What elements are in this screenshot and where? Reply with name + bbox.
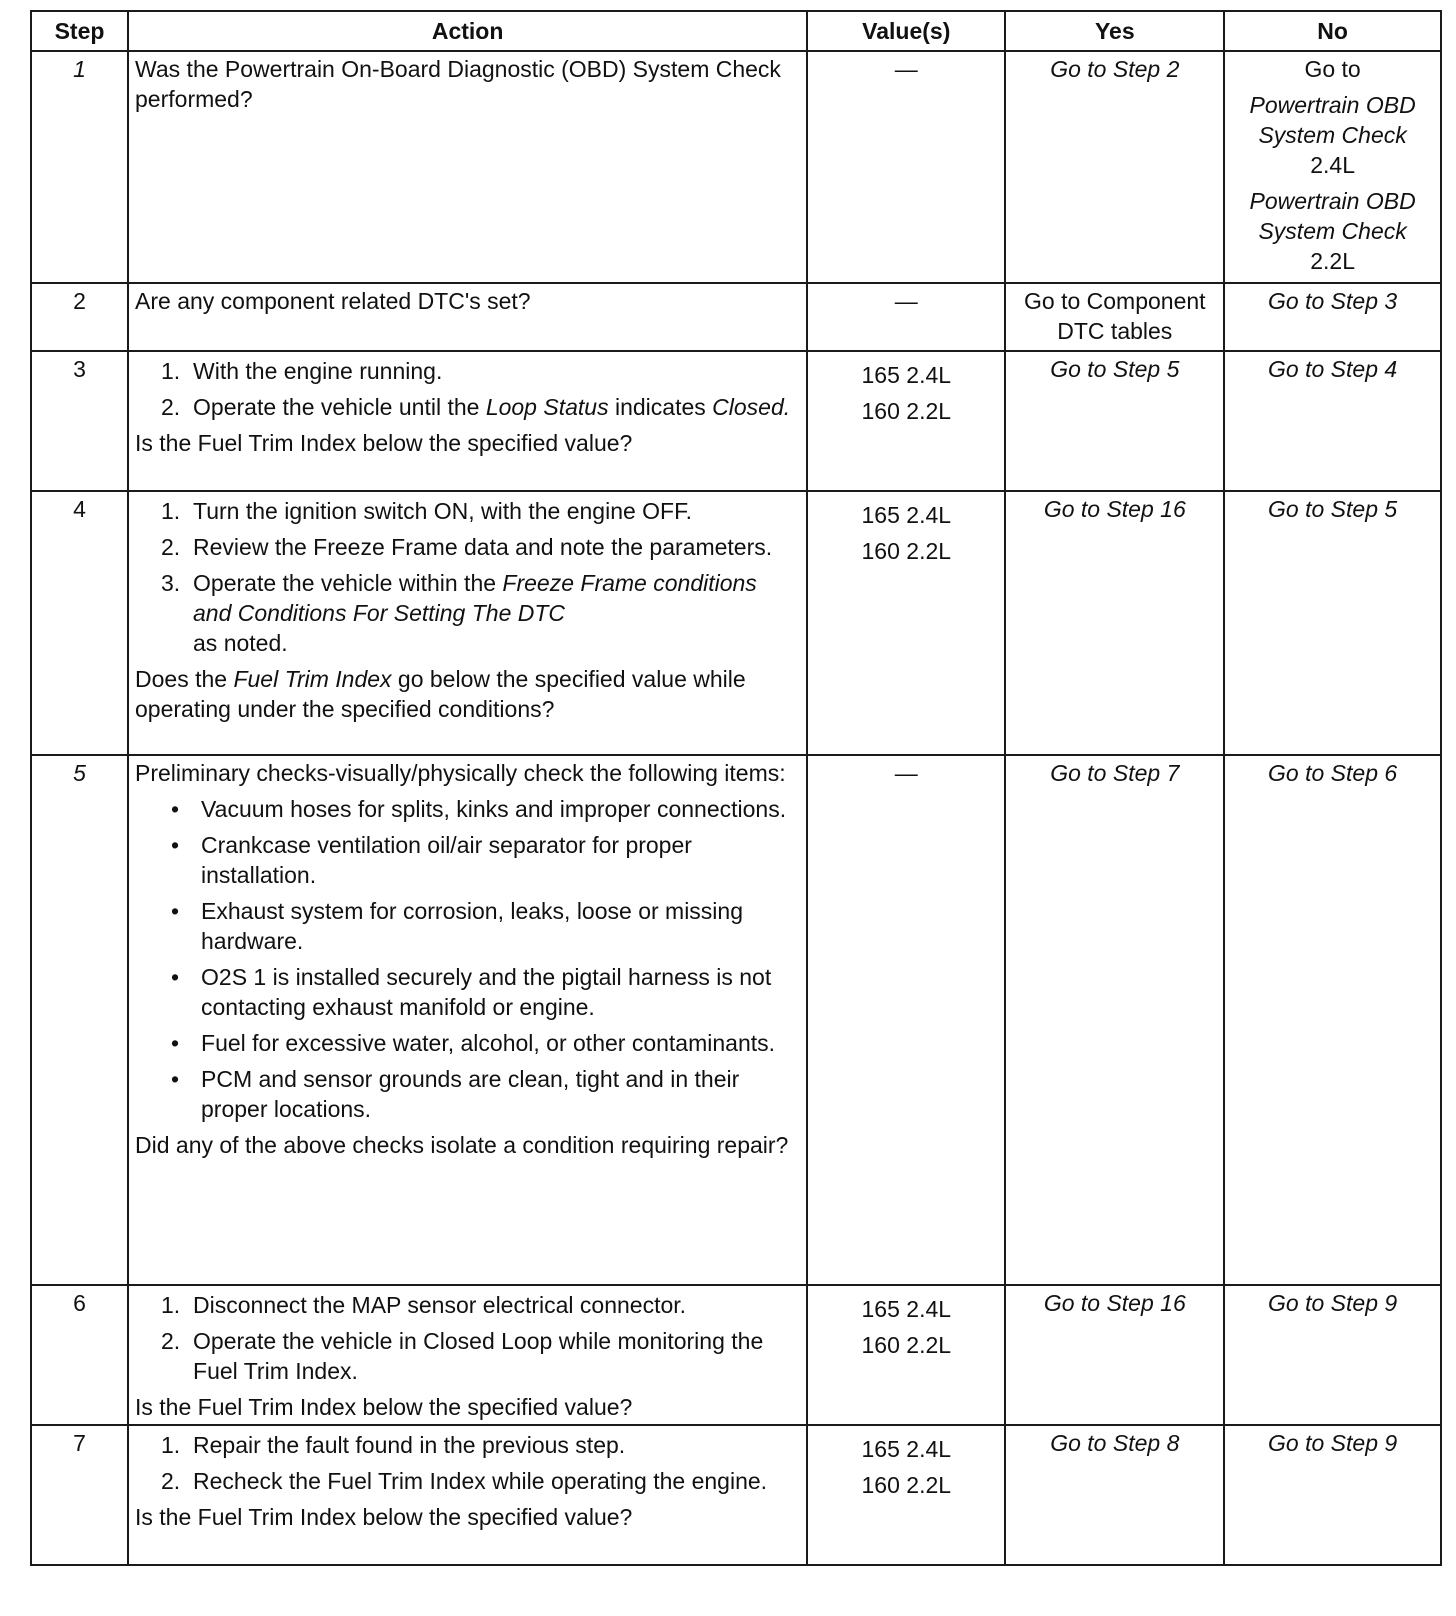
- numbered-list: [135, 356, 800, 422]
- item-text: Turn the ignition switch ON, with the engine OFF.: [193, 498, 692, 524]
- step-number: 3: [31, 351, 128, 491]
- item-text: PCM and sensor grounds are clean, tight and in their proper locations.: [201, 1066, 740, 1122]
- no-cell: Go to Step 9: [1224, 1425, 1441, 1565]
- yes-cell: Go to Step 16: [1005, 1285, 1224, 1425]
- no-cell: Go to Step 9: [1224, 1285, 1441, 1425]
- item-text: Exhaust system for corrosion, leaks, loose or missing hardware.: [201, 898, 743, 954]
- item-text: O2S 1 is installed securely and the pigtail harness is not contacting exhaust manifold or engine.: [201, 964, 772, 1020]
- value-line: 165 2.4L: [861, 362, 952, 388]
- list-item: [161, 568, 800, 658]
- yes-cell: Go to Step 7: [1005, 755, 1224, 1285]
- no-goto: Go to: [1304, 56, 1361, 82]
- numbered-list: [135, 496, 800, 658]
- value-dash: —: [894, 288, 918, 314]
- value-line: 165 2.4L: [861, 1436, 952, 1462]
- table-row: [31, 491, 1441, 755]
- value-cell: [807, 1285, 1005, 1425]
- item-number: 2.: [161, 394, 181, 420]
- header-step: Step: [31, 11, 128, 51]
- item-number: 1.: [161, 498, 181, 524]
- item-text: Crankcase ventilation oil/air separator for proper installation.: [201, 832, 692, 888]
- header-no: No: [1224, 11, 1441, 51]
- table-row: [31, 755, 1441, 1285]
- yes-cell: Go to Step 2: [1005, 51, 1224, 283]
- no-cell: Go to Step 6: [1224, 755, 1441, 1285]
- value-dash: —: [894, 760, 918, 786]
- header-yes: Yes: [1005, 11, 1224, 51]
- value-line: 160 2.2L: [861, 1472, 952, 1498]
- list-item: • Fuel for excessive water, alcohol, or other contaminants.: [171, 1030, 776, 1056]
- value-line: 160 2.2L: [861, 398, 952, 424]
- action-cell: [128, 755, 807, 1285]
- step-number: 4: [31, 491, 128, 755]
- list-item: • Vacuum hoses for splits, kinks and improper connections.: [171, 796, 787, 822]
- list-item: [161, 1290, 800, 1320]
- list-item: • Exhaust system for corrosion, leaks, loose or missing hardware.: [171, 896, 800, 956]
- action-cell: [128, 351, 807, 491]
- list-item: [161, 532, 800, 562]
- action-cell: [128, 1285, 807, 1425]
- list-item: • O2S 1 is installed securely and the pigtail harness is not contacting exhaust manifold or engine.: [171, 962, 800, 1022]
- table-row: [31, 283, 1441, 351]
- item-text: Review the Freeze Frame data and note the parameters.: [193, 534, 773, 560]
- step-number: 7: [31, 1425, 128, 1565]
- yes-cell: Go to Step 5: [1005, 351, 1224, 491]
- item-text: Repair the fault found in the previous step.: [193, 1432, 626, 1458]
- no-cell: Go to Step 5: [1224, 491, 1441, 755]
- item-number: 1.: [161, 1292, 181, 1318]
- value-cell: [807, 51, 1005, 283]
- bullet-list: [135, 794, 800, 1124]
- item-text: Operate the vehicle within the Freeze Frame conditions and Conditions For Setting The DTC as noted.: [193, 570, 757, 656]
- list-item: [161, 392, 800, 422]
- value-cell: [807, 351, 1005, 491]
- list-item: [161, 1430, 800, 1460]
- action-question: Are any component related DTC's set?: [135, 288, 531, 314]
- yes-cell: Go to Component DTC tables: [1005, 283, 1224, 351]
- item-number: 2.: [161, 534, 181, 560]
- no-engine-2: 2.2L: [1310, 248, 1355, 274]
- no-link-powertrain-obd-1[interactable]: Powertrain OBD System Check: [1249, 92, 1416, 148]
- list-item: • Crankcase ventilation oil/air separator for proper installation.: [171, 830, 800, 890]
- numbered-list: [135, 1430, 800, 1496]
- value-cell: [807, 283, 1005, 351]
- value-cell: [807, 1425, 1005, 1565]
- item-text: Recheck the Fuel Trim Index while operating the engine.: [193, 1468, 768, 1494]
- table-row: [31, 51, 1441, 283]
- step-number: 1: [31, 51, 128, 283]
- diagnostic-table: [30, 10, 1442, 1566]
- yes-cell: Go to Step 8: [1005, 1425, 1224, 1565]
- header-action: Action: [128, 11, 807, 51]
- step-number: 6: [31, 1285, 128, 1425]
- item-number: 1.: [161, 1432, 181, 1458]
- action-question: Is the Fuel Trim Index below the specified value?: [135, 430, 633, 456]
- table-row: [31, 1425, 1441, 1565]
- value-cell: [807, 755, 1005, 1285]
- action-cell: [128, 491, 807, 755]
- value-dash: —: [894, 56, 918, 82]
- table-row: [31, 1285, 1441, 1425]
- item-text: Fuel for excessive water, alcohol, or other contaminants.: [201, 1030, 776, 1056]
- action-question: Was the Powertrain On-Board Diagnostic (OBD) System Check performed?: [135, 56, 781, 112]
- list-item: [161, 1326, 800, 1386]
- value-line: 160 2.2L: [861, 538, 952, 564]
- header-values: Value(s): [807, 11, 1005, 51]
- item-number: 3.: [161, 570, 181, 596]
- numbered-list: [135, 1290, 800, 1386]
- action-cell: [128, 1425, 807, 1565]
- item-text: Operate the vehicle in Closed Loop while monitoring the Fuel Trim Index.: [193, 1328, 764, 1384]
- no-engine-1: 2.4L: [1310, 152, 1355, 178]
- list-item: • PCM and sensor grounds are clean, tight and in their proper locations.: [171, 1064, 800, 1124]
- item-number: 2.: [161, 1468, 181, 1494]
- no-link-powertrain-obd-2[interactable]: Powertrain OBD System Check: [1249, 188, 1416, 244]
- action-intro: Preliminary checks-visually/physically check the following items:: [135, 760, 786, 786]
- value-cell: [807, 491, 1005, 755]
- yes-cell: Go to Step 16: [1005, 491, 1224, 755]
- step-number: 5: [31, 755, 128, 1285]
- item-text: Vacuum hoses for splits, kinks and improper connections.: [201, 796, 787, 822]
- action-cell: [128, 51, 807, 283]
- list-item: [161, 496, 800, 526]
- step-number: 2: [31, 283, 128, 351]
- item-text: Disconnect the MAP sensor electrical connector.: [193, 1292, 687, 1318]
- list-item: [161, 356, 800, 386]
- item-text: With the engine running.: [193, 358, 443, 384]
- item-text: Operate the vehicle until the Loop Status indicates Closed.: [193, 394, 791, 420]
- action-question: Does the Fuel Trim Index go below the specified value while operating under the specified conditions?: [135, 666, 746, 722]
- action-cell: [128, 283, 807, 351]
- no-cell: Go to Step 3: [1224, 283, 1441, 351]
- value-line: 160 2.2L: [861, 1332, 952, 1358]
- no-cell: Go to Step 4: [1224, 351, 1441, 491]
- item-number: 1.: [161, 358, 181, 384]
- action-question: Is the Fuel Trim Index below the specified value?: [135, 1394, 633, 1420]
- action-question: Did any of the above checks isolate a condition requiring repair?: [135, 1132, 789, 1158]
- value-line: 165 2.4L: [861, 502, 952, 528]
- action-question: Is the Fuel Trim Index below the specified value?: [135, 1504, 633, 1530]
- no-cell: [1224, 51, 1441, 283]
- item-number: 2.: [161, 1328, 181, 1354]
- list-item: [161, 1466, 800, 1496]
- header-row: [31, 11, 1441, 51]
- value-line: 165 2.4L: [861, 1296, 952, 1322]
- table-row: [31, 351, 1441, 491]
